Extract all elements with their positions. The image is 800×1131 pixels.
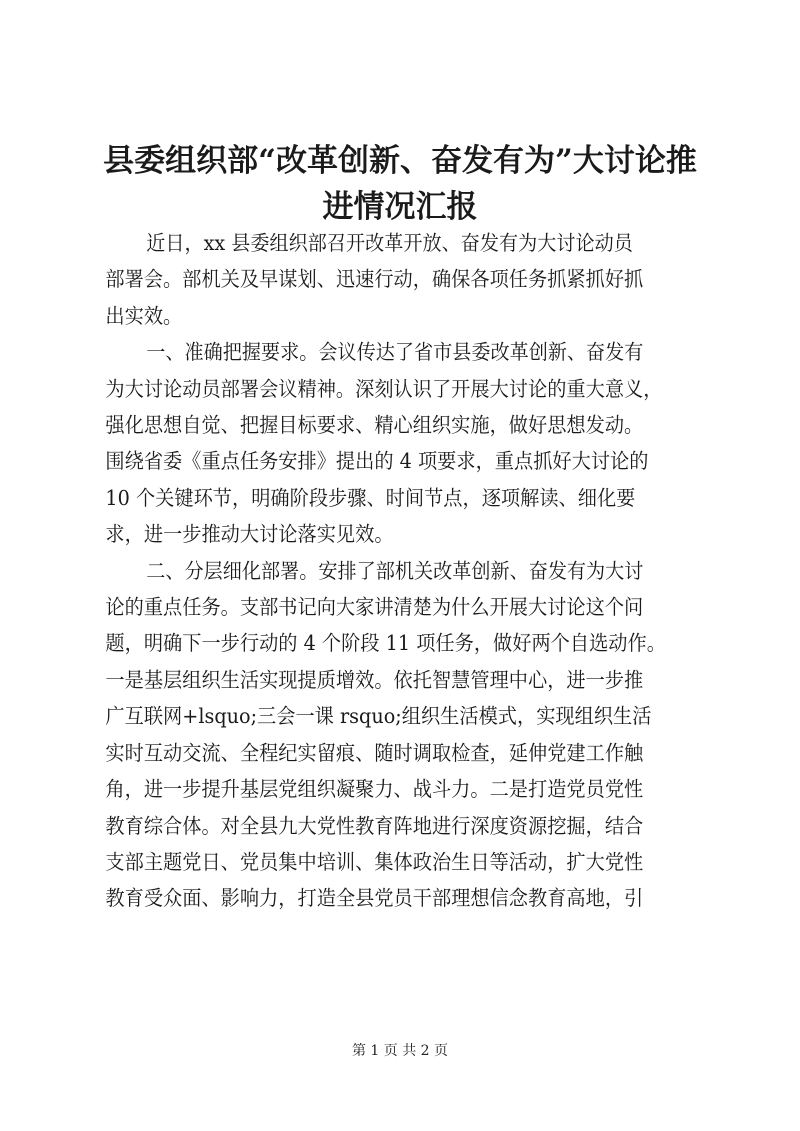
text-line: 教育综合体。对全县九大党性教育阵地进行深度资源挖掘，结合 bbox=[105, 813, 644, 838]
paragraph-section-1 bbox=[105, 334, 718, 552]
paragraph-section-2 bbox=[105, 553, 718, 917]
text-line: 部署会。部机关及早谋划、迅速行动，确保各项任务抓紧抓好抓 bbox=[105, 267, 644, 292]
document-body bbox=[105, 225, 718, 917]
text-line: 一、准确把握要求。会议传达了省市县委改革创新、奋发有 bbox=[146, 340, 644, 365]
text-line: 实时互动交流、全程纪实留痕、随时调取检查，延伸党建工作触 bbox=[105, 740, 644, 765]
text-line: 出实效。 bbox=[105, 303, 183, 328]
text-line: 围绕省委《重点任务安排》提出的 4 项要求，重点抓好大讨论的 bbox=[105, 449, 649, 474]
text-line: 题，明确下一步行动的 4 个阶段 11 项任务，做好两个自选动作。 bbox=[105, 631, 666, 656]
text-line: 强化思想自觉、把握目标要求、精心组织实施，做好思想发动。 bbox=[105, 413, 644, 438]
title-line: 进情况汇报 bbox=[322, 189, 478, 225]
text-line: 支部主题党日、党员集中培训、集体政治生日等活动，扩大党性 bbox=[105, 849, 644, 874]
page-footer: 第 1 页 共 2 页 bbox=[351, 1043, 449, 1059]
text-line: 论的重点任务。支部书记向大家讲清楚为什么开展大讨论这个问 bbox=[105, 595, 644, 620]
document-title bbox=[100, 138, 700, 230]
text-line: 近日，xx 县委组织部召开改革开放、奋发有为大讨论动员 bbox=[146, 231, 633, 255]
text-line: 一是基层组织生活实现提质增效。依托智慧管理中心，进一步推 bbox=[105, 667, 644, 692]
text-line: 角，进一步提升基层党组织凝聚力、战斗力。二是打造党员党性 bbox=[105, 777, 644, 802]
text-line: 广互联网+lsquo;三会一课 rsquo;组织生活模式，实现组织生活 bbox=[105, 704, 652, 729]
text-line: 10 个关键环节，明确阶段步骤、时间节点，逐项解读、细化要 bbox=[105, 485, 636, 510]
title-line: 县委组织部“改革创新、奋发有为”大讨论推 bbox=[103, 143, 697, 179]
text-line: 二、分层细化部署。安排了部机关改革创新、奋发有为大讨 bbox=[146, 558, 644, 583]
text-line: 求，进一步推动大讨论落实见效。 bbox=[105, 522, 394, 547]
text-line: 为大讨论动员部署会议精神。深刻认识了开展大讨论的重大意义， bbox=[105, 376, 663, 401]
text-line: 教育受众面、影响力，打造全县党员干部理想信念教育高地，引 bbox=[105, 886, 644, 911]
paragraph-intro bbox=[105, 225, 718, 334]
